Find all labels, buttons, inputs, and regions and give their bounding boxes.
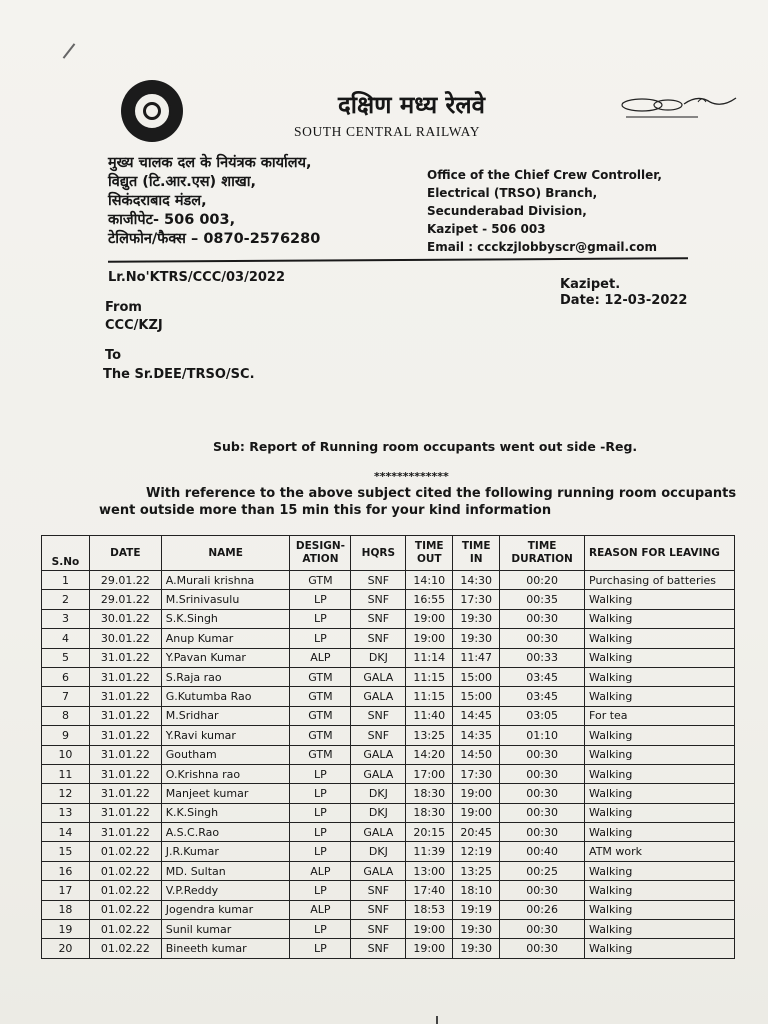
cell-reason: Walking [585, 784, 735, 803]
table-row [42, 939, 735, 958]
cell-date: 29.01.22 [89, 571, 161, 590]
table-row [42, 726, 735, 745]
cell-name: M.Srinivasulu [161, 590, 290, 609]
cell-hqrs: SNF [351, 609, 406, 628]
cell-desig: LP [290, 881, 351, 900]
email-line: Email : ccckzjlobbyscr@gmail.com [427, 240, 657, 254]
cell-out: 13:25 [406, 726, 453, 745]
cell-sno: 4 [42, 629, 90, 648]
table-row [42, 842, 735, 861]
cell-reason: Walking [585, 648, 735, 667]
from-label: From [105, 300, 142, 315]
table-row [42, 900, 735, 919]
cell-date: 31.01.22 [89, 803, 161, 822]
table-row [42, 667, 735, 686]
table-row [42, 706, 735, 725]
cell-out: 18:30 [406, 803, 453, 822]
hindi-address [108, 154, 320, 249]
cell-hqrs: GALA [351, 745, 406, 764]
cell-out: 11:39 [406, 842, 453, 861]
cell-out: 11:14 [406, 648, 453, 667]
page-edge-mark [436, 1016, 438, 1024]
col-header-hqrs: HQRS [351, 536, 406, 571]
cell-reason: Walking [585, 687, 735, 706]
cell-desig: GTM [290, 726, 351, 745]
cell-in: 20:45 [453, 823, 500, 842]
cell-dur: 00:25 [500, 861, 585, 880]
cell-out: 19:00 [406, 920, 453, 939]
cell-out: 19:00 [406, 629, 453, 648]
cell-in: 15:00 [453, 667, 500, 686]
cell-out: 11:15 [406, 687, 453, 706]
cell-desig: LP [290, 629, 351, 648]
table-row [42, 590, 735, 609]
cell-name: Y.Pavan Kumar [161, 648, 290, 667]
cell-date: 01.02.22 [89, 939, 161, 958]
cell-desig: LP [290, 609, 351, 628]
table-row [42, 823, 735, 842]
cell-in: 19:00 [453, 803, 500, 822]
cell-dur: 00:30 [500, 939, 585, 958]
cell-date: 31.01.22 [89, 687, 161, 706]
cell-sno: 20 [42, 939, 90, 958]
cell-date: 01.02.22 [89, 920, 161, 939]
table-row [42, 687, 735, 706]
body-paragraph [99, 485, 739, 519]
cell-hqrs: DKJ [351, 648, 406, 667]
address-line: काजीपेट- 506 003, [108, 212, 236, 228]
cell-name: MD. Sultan [161, 861, 290, 880]
cell-reason: ATM work [585, 842, 735, 861]
cell-name: A.S.C.Rao [161, 823, 290, 842]
cell-desig: LP [290, 842, 351, 861]
cell-hqrs: GALA [351, 687, 406, 706]
indian-railways-emblem-icon [121, 80, 183, 142]
cell-dur: 00:30 [500, 803, 585, 822]
col-header-name: NAME [161, 536, 290, 571]
cell-reason: Walking [585, 667, 735, 686]
cell-in: 11:47 [453, 648, 500, 667]
col-header-designation: DESIGN- ATION [290, 536, 351, 571]
cell-name: Sunil kumar [161, 920, 290, 939]
address-line: सिकंदराबाद मंडल, [108, 193, 207, 209]
cell-out: 19:00 [406, 939, 453, 958]
cell-name: Y.Ravi kumar [161, 726, 290, 745]
cell-name: M.Sridhar [161, 706, 290, 725]
cell-name: A.Murali krishna [161, 571, 290, 590]
hindi-title: दक्षिण मध्य रेलवे [338, 91, 485, 119]
cell-sno: 14 [42, 823, 90, 842]
cell-reason: Walking [585, 726, 735, 745]
letter-date: Date: 12-03-2022 [560, 293, 688, 308]
cell-hqrs: SNF [351, 920, 406, 939]
cell-in: 19:30 [453, 920, 500, 939]
table-row [42, 861, 735, 880]
col-header-date: DATE [89, 536, 161, 571]
address-line: टेलिफोन/फैक्स – 0870-2576280 [108, 231, 321, 247]
cell-dur: 03:05 [500, 706, 585, 725]
cell-hqrs: DKJ [351, 842, 406, 861]
cell-date: 31.01.22 [89, 823, 161, 842]
cell-dur: 00:30 [500, 823, 585, 842]
cell-desig: LP [290, 590, 351, 609]
cell-sno: 6 [42, 667, 90, 686]
cell-desig: GTM [290, 571, 351, 590]
cell-in: 18:10 [453, 881, 500, 900]
cell-hqrs: SNF [351, 590, 406, 609]
cell-sno: 17 [42, 881, 90, 900]
cell-desig: GTM [290, 667, 351, 686]
cell-reason: Walking [585, 900, 735, 919]
cell-desig: LP [290, 784, 351, 803]
cell-name: S.K.Singh [161, 609, 290, 628]
table-body [42, 571, 735, 959]
english-address [427, 166, 662, 256]
cell-out: 13:00 [406, 861, 453, 880]
cell-sno: 11 [42, 764, 90, 783]
table-header-row [42, 536, 735, 571]
cell-desig: LP [290, 920, 351, 939]
cell-desig: GTM [290, 745, 351, 764]
cell-sno: 15 [42, 842, 90, 861]
cell-in: 19:19 [453, 900, 500, 919]
signature-logo-icon [618, 90, 738, 130]
cell-in: 15:00 [453, 687, 500, 706]
cell-desig: GTM [290, 706, 351, 725]
from-value: CCC/KZJ [105, 318, 163, 333]
cell-name: S.Raja rao [161, 667, 290, 686]
cell-name: Jogendra kumar [161, 900, 290, 919]
reference-number: Lr.No'KTRS/CCC/03/2022 [108, 270, 286, 285]
cell-hqrs: SNF [351, 900, 406, 919]
cell-hqrs: GALA [351, 861, 406, 880]
cell-in: 12:19 [453, 842, 500, 861]
to-value: The Sr.DEE/TRSO/SC. [103, 367, 255, 382]
cell-out: 20:15 [406, 823, 453, 842]
separator-stars: ************* [374, 470, 449, 483]
cell-date: 31.01.22 [89, 667, 161, 686]
cell-sno: 7 [42, 687, 90, 706]
table-row [42, 803, 735, 822]
table-row [42, 745, 735, 764]
cell-hqrs: GALA [351, 764, 406, 783]
cell-dur: 03:45 [500, 667, 585, 686]
cell-date: 01.02.22 [89, 881, 161, 900]
table-row [42, 881, 735, 900]
address-line: मुख्य चालक दल के नियंत्रक कार्यालय, [108, 155, 312, 171]
cell-desig: LP [290, 803, 351, 822]
cell-reason: Walking [585, 764, 735, 783]
cell-date: 01.02.22 [89, 900, 161, 919]
address-line: Kazipet - 506 003 [427, 222, 546, 236]
cell-date: 30.01.22 [89, 609, 161, 628]
cell-in: 19:30 [453, 939, 500, 958]
table-row [42, 648, 735, 667]
paragraph-line: With reference to the above subject cited the following running room occupants [146, 486, 737, 501]
cell-sno: 10 [42, 745, 90, 764]
col-header-time-in: TIME IN [453, 536, 500, 571]
col-header-time-out: TIME OUT [406, 536, 453, 571]
cell-sno: 1 [42, 571, 90, 590]
cell-dur: 00:30 [500, 629, 585, 648]
cell-desig: LP [290, 823, 351, 842]
cell-in: 19:00 [453, 784, 500, 803]
cell-out: 17:00 [406, 764, 453, 783]
cell-dur: 00:30 [500, 609, 585, 628]
cell-dur: 00:30 [500, 745, 585, 764]
cell-desig: ALP [290, 648, 351, 667]
cell-date: 31.01.22 [89, 648, 161, 667]
cell-in: 19:30 [453, 609, 500, 628]
cell-desig: ALP [290, 861, 351, 880]
cell-hqrs: GALA [351, 823, 406, 842]
cell-out: 11:40 [406, 706, 453, 725]
cell-desig: LP [290, 764, 351, 783]
cell-date: 31.01.22 [89, 706, 161, 725]
cell-reason: Walking [585, 823, 735, 842]
cell-out: 18:30 [406, 784, 453, 803]
cell-in: 14:30 [453, 571, 500, 590]
cell-dur: 00:26 [500, 900, 585, 919]
address-line: विद्युत (टि.आर.एस) शाखा, [108, 174, 256, 190]
table-row [42, 764, 735, 783]
cell-sno: 19 [42, 920, 90, 939]
address-line: Secunderabad Division, [427, 204, 587, 218]
cell-out: 16:55 [406, 590, 453, 609]
cell-in: 14:35 [453, 726, 500, 745]
address-line: Electrical (TRSO) Branch, [427, 186, 598, 200]
address-line: Office of the Chief Crew Controller, [427, 168, 662, 182]
cell-in: 14:45 [453, 706, 500, 725]
cell-in: 19:30 [453, 629, 500, 648]
cell-date: 01.02.22 [89, 861, 161, 880]
cell-reason: For tea [585, 706, 735, 725]
cell-name: Anup Kumar [161, 629, 290, 648]
cell-reason: Walking [585, 590, 735, 609]
cell-hqrs: SNF [351, 726, 406, 745]
cell-name: Manjeet kumar [161, 784, 290, 803]
cell-out: 14:10 [406, 571, 453, 590]
cell-dur: 00:33 [500, 648, 585, 667]
cell-sno: 13 [42, 803, 90, 822]
cell-dur: 00:30 [500, 764, 585, 783]
cell-desig: GTM [290, 687, 351, 706]
place: Kazipet. [560, 277, 621, 292]
cell-name: J.R.Kumar [161, 842, 290, 861]
cell-hqrs: SNF [351, 939, 406, 958]
cell-hqrs: SNF [351, 881, 406, 900]
cell-hqrs: SNF [351, 571, 406, 590]
cell-hqrs: GALA [351, 667, 406, 686]
cell-out: 11:15 [406, 667, 453, 686]
cell-hqrs: SNF [351, 706, 406, 725]
cell-out: 19:00 [406, 609, 453, 628]
cell-hqrs: DKJ [351, 803, 406, 822]
col-header-duration: TIME DURATION [500, 536, 585, 571]
cell-name: Goutham [161, 745, 290, 764]
table-row [42, 629, 735, 648]
col-header-reason: REASON FOR LEAVING [585, 536, 735, 571]
table-row [42, 609, 735, 628]
cell-sno: 9 [42, 726, 90, 745]
cell-reason: Walking [585, 861, 735, 880]
cell-in: 14:50 [453, 745, 500, 764]
cell-sno: 18 [42, 900, 90, 919]
col-header-sno: S.No [42, 536, 90, 571]
cell-reason: Walking [585, 629, 735, 648]
cell-name: G.Kutumba Rao [161, 687, 290, 706]
subject-line: Sub: Report of Running room occupants went out side -Reg. [213, 439, 638, 454]
cell-name: Bineeth kumar [161, 939, 290, 958]
occupants-table [41, 535, 735, 959]
cell-in: 13:25 [453, 861, 500, 880]
table-row [42, 920, 735, 939]
pen-mark [63, 43, 76, 58]
cell-desig: ALP [290, 900, 351, 919]
cell-dur: 00:30 [500, 784, 585, 803]
cell-date: 31.01.22 [89, 764, 161, 783]
cell-hqrs: DKJ [351, 784, 406, 803]
cell-sno: 2 [42, 590, 90, 609]
cell-reason: Walking [585, 803, 735, 822]
cell-sno: 8 [42, 706, 90, 725]
cell-sno: 5 [42, 648, 90, 667]
table-row [42, 571, 735, 590]
cell-dur: 00:30 [500, 881, 585, 900]
cell-name: O.Krishna rao [161, 764, 290, 783]
cell-date: 29.01.22 [89, 590, 161, 609]
cell-in: 17:30 [453, 764, 500, 783]
cell-dur: 00:35 [500, 590, 585, 609]
cell-name: K.K.Singh [161, 803, 290, 822]
cell-reason: Walking [585, 745, 735, 764]
cell-reason: Walking [585, 609, 735, 628]
table-row [42, 784, 735, 803]
cell-hqrs: SNF [351, 629, 406, 648]
cell-sno: 3 [42, 609, 90, 628]
header-divider [108, 257, 688, 263]
english-title: SOUTH CENTRAL RAILWAY [294, 124, 481, 139]
cell-date: 30.01.22 [89, 629, 161, 648]
cell-date: 31.01.22 [89, 745, 161, 764]
cell-sno: 12 [42, 784, 90, 803]
cell-reason: Walking [585, 920, 735, 939]
cell-out: 18:53 [406, 900, 453, 919]
cell-reason: Walking [585, 939, 735, 958]
cell-dur: 00:30 [500, 920, 585, 939]
cell-date: 31.01.22 [89, 726, 161, 745]
cell-reason: Purchasing of batteries [585, 571, 735, 590]
cell-out: 14:20 [406, 745, 453, 764]
cell-dur: 00:20 [500, 571, 585, 590]
cell-in: 17:30 [453, 590, 500, 609]
cell-desig: LP [290, 939, 351, 958]
cell-date: 01.02.22 [89, 842, 161, 861]
cell-dur: 01:10 [500, 726, 585, 745]
cell-dur: 00:40 [500, 842, 585, 861]
to-label: To [105, 348, 122, 363]
cell-reason: Walking [585, 881, 735, 900]
cell-dur: 03:45 [500, 687, 585, 706]
cell-out: 17:40 [406, 881, 453, 900]
paragraph-line: went outside more than 15 min this for your kind information [99, 503, 552, 518]
cell-name: V.P.Reddy [161, 881, 290, 900]
cell-sno: 16 [42, 861, 90, 880]
cell-date: 31.01.22 [89, 784, 161, 803]
